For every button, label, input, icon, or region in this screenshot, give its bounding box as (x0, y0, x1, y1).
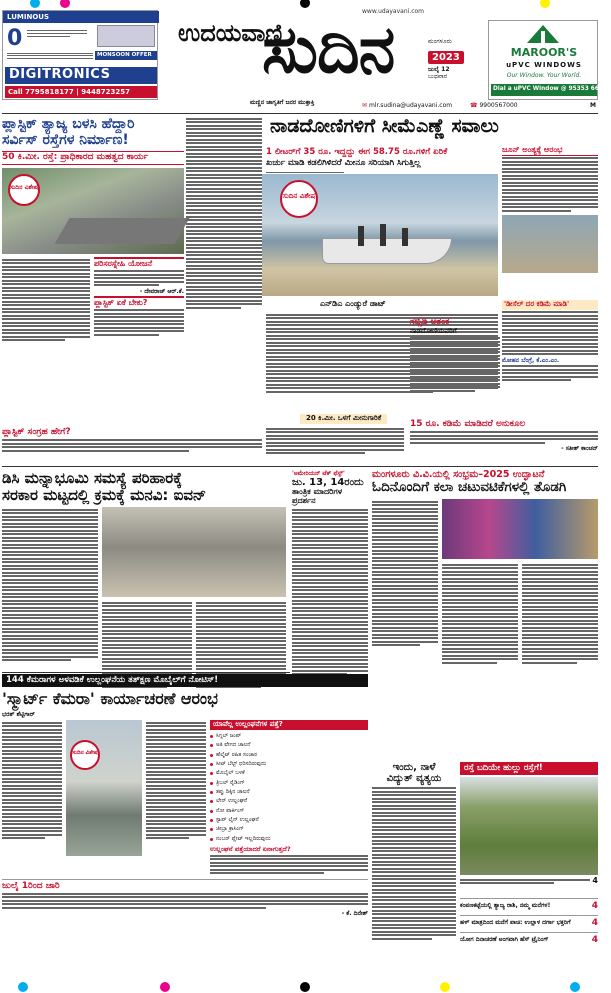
story6-kicker: 144 ಕೆಮರಾಗಳ ಅಳವಡಿಕೆ ಉಲ್ಲಂಘನೆಯ ತತ್ಕ್ಷಣ ಮೊಬೈಲ್‌ಗೆ ನೋಟಿಸ್! (2, 674, 368, 687)
story1-photo (2, 168, 184, 254)
story8-jump-page[interactable]: 4 (592, 876, 598, 886)
story2-box-sub: ನಾಡದೋಣಿಯವರಿಗೆ (410, 326, 457, 335)
story5-headline-2: ಓದಿನೊಂದಿಗೆ ಕಲಾ ಚಟುವಟಿಕೆಗಳಲ್ಲಿ ತೊಡಗಿ (372, 479, 567, 496)
reg-mark-icon (18, 982, 28, 992)
sudina-vishesha-logo-icon: ಸುದಿನ ವಿಶೇಷ (8, 174, 40, 206)
ad-product-image (97, 25, 155, 47)
reg-mark-icon (440, 982, 450, 992)
story1-headline-1: ಪ್ಲಾಸ್ಟಿಕ್ ತ್ಯಾಜ್ಯ ಬಳಸಿ ಹೆದ್ದಾರಿ (2, 116, 135, 132)
edition-code: M (590, 102, 596, 109)
story2-side-title: ಜೂನ್ ಅಂತ್ಯಕ್ಕೆ ಆರಂಭ (502, 146, 598, 156)
teaser-page: 4 (591, 934, 598, 945)
story2-bottom-title: 15 ರೂ. ಕಡಿಮೆ ಮಾಡಿದರೆ ಅನುಕೂಲ (410, 419, 526, 429)
story2-headline: ನಾಡದೋಣಿಗಳಿಗೆ ಸೀಮೆಎಣ್ಣೆ ಸವಾಲು (270, 115, 499, 137)
story2-side-photo (502, 215, 598, 273)
story-mangalore-uni (372, 470, 598, 760)
story1-body-col2 (186, 116, 262, 386)
teaser-text: ಯೋಗ ದಿನಾಚರಣೆ ಅಂಗವಾಗಿ ಹೆಸ್ ಟ್ರೈನಿಂಗ್ (460, 935, 549, 943)
story4-sub1: ತಾಂತ್ರಿಕ ಮಾದರಿಗಳ (292, 487, 343, 497)
date-box (428, 38, 480, 84)
teaser-text: ಕಂಪಣಕಟ್ಟೆಯಲ್ಲಿ ತ್ಯಾಜ್ಯ ರಾಶಿ, ನಮ್ಮ ಮನೆಗಳ! (460, 902, 551, 909)
story5-headline-1: ಮಂಗಳೂರು ವಿ.ವಿ.ಯಲ್ಲಿ ಸಂಭ್ರಮ–2025 ಉದ್ಘಾಟನೆ (372, 469, 545, 480)
violation-item: ಮೊಬೈಲ್ ಬಳಕೆ (210, 769, 368, 778)
masthead-title: ಸುದಿನ (262, 11, 395, 88)
story6-photo (66, 720, 142, 856)
story2-right-by: ಮೋಹನ ಬೆಂಗ್ರೆ, ಕೆ.ಎಂ.ಎಂ. (502, 356, 560, 364)
story2-subhead-box (262, 146, 498, 172)
section-rule-2 (2, 672, 290, 673)
violation-item: ಜೀಬ್ರಾ ಕ್ರಾಸಿಂಗ್ (210, 825, 368, 834)
story4-kicker: 'ಅಮೇರಿಯನ್ ಟೆಕ್ ಫೆಸ್ಟ್' (292, 470, 345, 477)
teaser-page: 4 (591, 901, 598, 911)
ad-maroors[interactable] (488, 20, 611, 100)
boat-shape (322, 238, 452, 264)
story-roadside-grass (460, 762, 598, 896)
story2-subsidy-box (410, 318, 500, 418)
ad-maroor-product: uPVC WINDOWS (506, 61, 582, 69)
masthead-small: ಉದಯವಾಣಿ (178, 19, 283, 47)
story2-subhead-1: 1 ಲೀಟರ್‌ಗೆ 35 ರೂ. ಇದ್ದದ್ದು ಈಗ 58.75 ರೂ.ಗಳಿಗೆ ಏರಿಕೆ (266, 147, 448, 157)
date-weekday: ಬುಧವಾರ (428, 73, 447, 81)
story6-violations-box (210, 720, 368, 875)
story6-box2-title: ಉಲ್ಲಂಘನೆ ಪತ್ತೆಯಾದರೆ ಏನಾಗುತ್ತದೆ? (210, 844, 291, 853)
story-plastic-roads (2, 116, 184, 426)
story2-photo-caption: ಎನ್‌ಡಿಎ ಎಂಡ್ಯುರೆ ಡಾಟ್ (320, 299, 386, 308)
ad-brand: DIGITRONICS (5, 67, 157, 84)
teasers (460, 898, 598, 974)
violation-item: ಸಿಗ್ನಲ್ ಜಂಪ್ (210, 732, 368, 741)
story8-headline: ರಸ್ತೆ ಬದಿಯೇ ಹುಲ್ಲು ರಸ್ತೆಗೆ! (460, 762, 598, 775)
violation-item: ನಂಬರ್ ಪ್ಲೇಟ್ ಇಲ್ಲದಿರುವುದು (210, 835, 368, 844)
date-day: ಜುಲೈ 12 (428, 66, 450, 74)
story2-bottom-right (410, 420, 598, 464)
contact-strip (362, 102, 598, 112)
story1-box-title: ಪರಿಸರಸ್ನೇಹಿ ಯೋಜನೆ (94, 257, 184, 269)
website-url[interactable]: www.udayavani.com (362, 8, 425, 15)
story1-box2-title: ಪ್ಲಾಸ್ಟಿಕ್ ಏಕೆ ಬೇಕು? (94, 296, 184, 308)
ad-price: 0 (7, 26, 23, 51)
story3-headline-2: ಸರಕಾರ ಮಟ್ಟದಲ್ಲಿ ಕ್ರಮಕ್ಕೆ ಮನವಿ: ಐವನ್ (2, 485, 207, 504)
ad-maroor-cta: Dial a uPVC Window @ 95353 66977 (491, 84, 597, 96)
story1-footer-title: ಪ್ಲಾಸ್ಟಿಕ್ ಸಂಗ್ರಹ ಹೇಗೆ? (2, 427, 71, 437)
story1-subhead: 50 ಕಿ.ಮೀ. ರಸ್ತೆ: ಪ್ರಾಧಿಕಾರದ ಮಹತ್ವದ ಕಾರ್ಯ (2, 151, 184, 165)
violation-item: ಲೇನ್ ಉಲ್ಲಂಘನೆ (210, 797, 368, 806)
ad-digitronics[interactable] (2, 10, 158, 100)
teaser-page: 4 (591, 917, 598, 928)
violation-item: ತ್ರಿಬಲ್ ರೈಡಿಂಗ್ (210, 779, 368, 788)
violation-item: ನೋ ಪಾರ್ಕಿಂಗ್ (210, 807, 368, 816)
story1-quote-by: - ದೇವರಾಜ್ ಆರ್.ಕೆ. (139, 287, 184, 295)
reg-mark-icon (300, 982, 310, 992)
ad-brand-top: LUMINOUS (3, 11, 159, 23)
story3-headline-1: ಡಿಸಿ ಮನ್ನಾಭೂಮಿ ಸಮಸ್ಯೆ ಪರಿಹಾರಕ್ಕೆ (2, 469, 182, 487)
story2-km-line: 20 ಕಿ.ಮೀ. ಒಳಗೆ ಮೀನುಗಾರಿಕೆ (300, 414, 387, 424)
story-power-cut (372, 762, 456, 974)
story5-photo (442, 499, 598, 559)
date-year: 2023 (428, 51, 464, 64)
violation-item: ಸ್ಟಾಪ್ ಲೈನ್ ಉಲ್ಲಂಘನೆ (210, 816, 368, 825)
violation-item: ಹೆಲ್ಮೆಟ್ ರಹಿತ ಸಂಚಾರ (210, 751, 368, 760)
story7-headline-2: ವಿದ್ಯುತ್ ವ್ಯತ್ಯಯ (386, 773, 442, 784)
story6-byline: ಭರತ್ ಶೆಟ್ಟಿಗಾರ್ (2, 710, 35, 718)
story1-footer (2, 428, 262, 460)
story4-headline: ಜು. 13, 14ರಂದು (292, 477, 364, 489)
ad-maroor-brand: MAROOR'S (510, 46, 578, 59)
registration-marks-bottom (0, 980, 600, 993)
masthead-area (0, 6, 611, 108)
story3-photo (102, 507, 286, 597)
sudina-vishesha-logo-icon: ಸುದಿನ ವಿಶೇಷ (280, 180, 318, 218)
email-icon: ✉ (362, 102, 368, 109)
teaser-item[interactable] (460, 915, 598, 932)
phone-icon: ☎ (470, 102, 478, 109)
ad-maroor-tagline: Our Window. Your World. (506, 72, 582, 79)
contact-email[interactable]: mlr.sudina@udayavani.com (368, 102, 453, 109)
story6-footer: ಜುಲೈ 1ರಿಂದ ಜಾರಿ (2, 880, 60, 891)
story2-body-lower (266, 426, 404, 468)
reg-mark-icon (570, 982, 580, 992)
teaser-item[interactable] (460, 932, 598, 949)
masthead-tagline: ಮಣ್ಣಿನ ಜಾಗೃತಿಗೆ ಜನರ ಮುಕ್ತಾಕ್ತಿ (250, 99, 315, 106)
teaser-text: ಹಳ್ ಮಾತ್ರದಿಂದ ಮನೆಗೆ ಪಾಚಿ: ಉಲ್ಲಾಳ ದರ್ಗಾ ಭಕ್ತರಿಗೆ (460, 918, 571, 926)
section-rule-1 (2, 466, 598, 467)
violation-item: ಸೀಟ್ ಬೆಲ್ಟ್ ಧರಿಸದಿರುವುದು (210, 760, 368, 769)
story2-box-title: ಸಬ್ಸಿಡಿ ಆತಂಕ (410, 317, 450, 327)
story-smart-camera (2, 674, 368, 974)
story2-right-title: 'ಡೀಸೆಲ್ ದರ ಕಡಿಮೆ ಮಾಡಿ' (502, 300, 598, 310)
contact-phone: 9900567000 (479, 102, 518, 109)
ad-phone: Call 7795818177 | 9448723257 (5, 86, 157, 98)
story1-headline-2: ಸರ್ವಿಸ್ ರಸ್ತೆಗಳ ನಿರ್ಮಾಣ! (2, 132, 129, 149)
violation-item: ತಪ್ಪು ದಿಕ್ಕಿನ ಚಾಲನೆ (210, 788, 368, 797)
story6-headline: 'ಸ್ಮಾರ್ಟ್ ಕೆಮರಾ' ಕಾರ್ಯಾಚರಣೆ ಆರಂಭ (2, 689, 218, 709)
story6-box-title: ಯಾವೆಲ್ಲ ಉಲ್ಲಂಘನೆಗಳ ಪತ್ತೆ? (210, 720, 368, 730)
story2-subhead-2: ಖರ್ಚು ಮಾಡಿ ಕಡಲಿಗಿಳಿದರೆ ಮೀನೂ ಸರಿಯಾಗಿ ಸಿಗುತ್ತಿಲ್ಲ (266, 158, 421, 169)
story4-sub2: ಪ್ರದರ್ಶನ (292, 495, 316, 505)
ad-offer: MONSOON OFFER (95, 51, 157, 60)
story2-bottom-by: - ಸತೀಶ್ ಕಾಂಚನ್ (561, 445, 598, 453)
story2-side (502, 146, 598, 296)
date-city: ಮಂಗಳೂರು (428, 38, 452, 45)
teaser-item[interactable] (460, 898, 598, 915)
reg-mark-icon (160, 982, 170, 992)
story6-footer-by: - ಕೆ. ದಿನೇಶ್ (341, 910, 368, 918)
story2-right-box (502, 300, 598, 418)
story8-photo (460, 777, 598, 875)
story7-headline-1: ಇಂದು, ನಾಳೆ (392, 762, 436, 773)
violation-item: ಅತಿ ವೇಗದ ಚಾಲನೆ (210, 741, 368, 750)
header-rule (2, 113, 598, 114)
sudina-vishesha-logo-icon: ಸುದಿನ ವಿಶೇಷ (70, 740, 100, 770)
story2-photo (262, 174, 498, 296)
